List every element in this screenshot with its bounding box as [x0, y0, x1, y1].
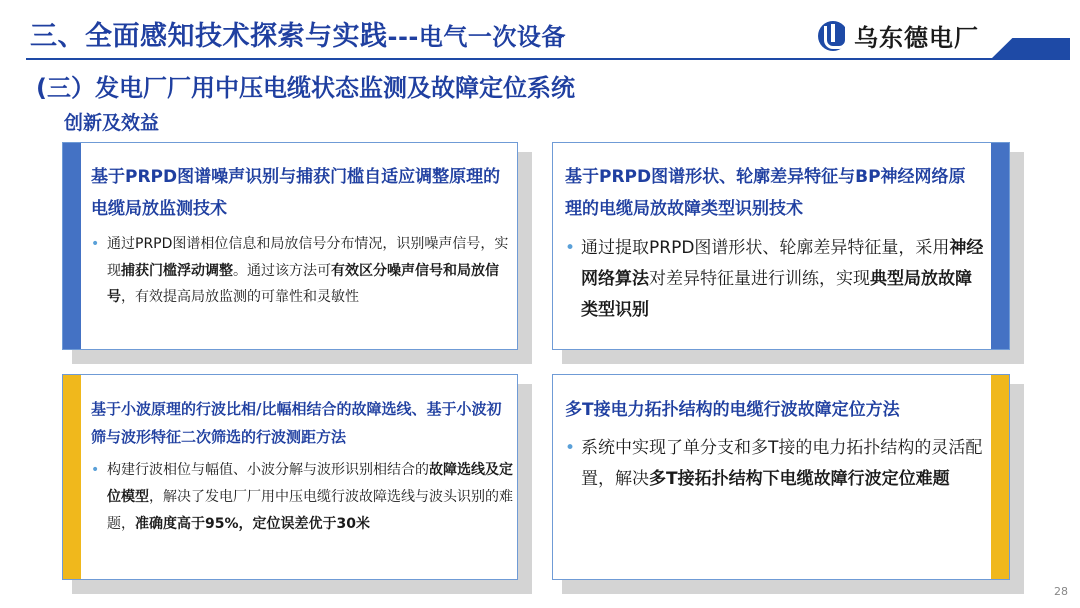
body-text-bold: 捕获门槛浮动调整	[121, 262, 233, 279]
header-divider	[26, 58, 1070, 60]
header-accent-shape	[990, 38, 1070, 60]
card-accent-bar	[991, 143, 1009, 349]
bullet-icon: •	[91, 236, 100, 252]
bullet-icon: •	[565, 238, 576, 258]
card-innovation-3	[62, 374, 518, 580]
body-text-run: 。通过该方法可	[233, 262, 331, 279]
card-body-text	[91, 231, 511, 311]
card-body	[565, 433, 985, 495]
body-text-run: 通过PRPD图谱相位信息和局放信号分布情况，识别噪声信号，实现	[107, 236, 509, 279]
header-title-main: 三、全面感知技术探索与实践	[30, 21, 388, 52]
card-innovation-4	[552, 374, 1010, 580]
card-body	[91, 231, 511, 311]
body-text-run: ，解决了发电厂厂用中压电缆行波故障选线与波头识别的难题，	[107, 489, 513, 532]
body-text-bold: 多T接拓扑结构下电缆故障行波定位难题	[649, 469, 950, 489]
body-text-run: 系统中实现了单分支和多T接的电力拓扑结构的灵活配置，解决	[581, 438, 983, 489]
body-text-run: 通过提取PRPD图谱形状、轮廓差异特征量，采用	[581, 238, 950, 258]
subsection-title: 创新及效益	[64, 112, 160, 134]
card-accent-bar	[63, 375, 81, 579]
body-text-run: 对差异特征量进行训练，实现	[649, 269, 870, 289]
card-title: 基于PRPD图谱形状、轮廓差异特征与BP神经网络原理的电缆局放故障类型识别技术	[565, 167, 966, 219]
page-header-title	[30, 14, 566, 53]
card-title: 基于PRPD图谱噪声识别与捕获门槛自适应调整原理的电缆局放监测技术	[91, 167, 501, 219]
card-body-text	[565, 233, 985, 326]
card-body-text	[565, 433, 985, 495]
body-text-bold: 典型局放故障类型识别	[581, 269, 972, 320]
bullet-icon: •	[91, 462, 100, 478]
body-text-bold: 故障选线及定位模型	[107, 462, 513, 505]
card-innovation-2	[552, 142, 1010, 350]
body-text-bold: 准确度高于95%，定位误差优于30米	[135, 516, 370, 532]
card-body	[91, 457, 515, 538]
bullet-icon: •	[565, 438, 576, 458]
header-title-sub: ---电气一次设备	[387, 23, 566, 51]
body-text-run: ，有效提高局放监测的可靠性和灵敏性	[121, 289, 359, 305]
body-text-bold: 神经网络算法	[581, 238, 984, 289]
card-body-text	[91, 457, 515, 538]
card-accent-bar	[63, 143, 81, 349]
logo-icon	[818, 21, 848, 51]
body-text-bold: 有效区分噪声信号和局放信号	[107, 262, 499, 305]
card-accent-bar	[991, 375, 1009, 579]
page-number: 28	[1054, 585, 1068, 598]
body-text-run: 构建行波相位与幅值、小波分解与波形识别相结合的	[107, 462, 429, 478]
section-title: (三）发电厂厂用中压电缆状态监测及故障定位系统	[36, 74, 575, 102]
card-body	[565, 233, 985, 326]
card-title: 多T接电力拓扑结构的电缆行波故障定位方法	[565, 400, 900, 420]
logo-text: 乌东德电厂	[854, 24, 979, 52]
card-innovation-1	[62, 142, 518, 350]
company-logo	[818, 18, 979, 53]
card-title: 基于小波原理的行波比相/比幅相结合的故障选线、基于小波初筛与波形特征二次筛选的行波测距方法	[91, 400, 502, 446]
